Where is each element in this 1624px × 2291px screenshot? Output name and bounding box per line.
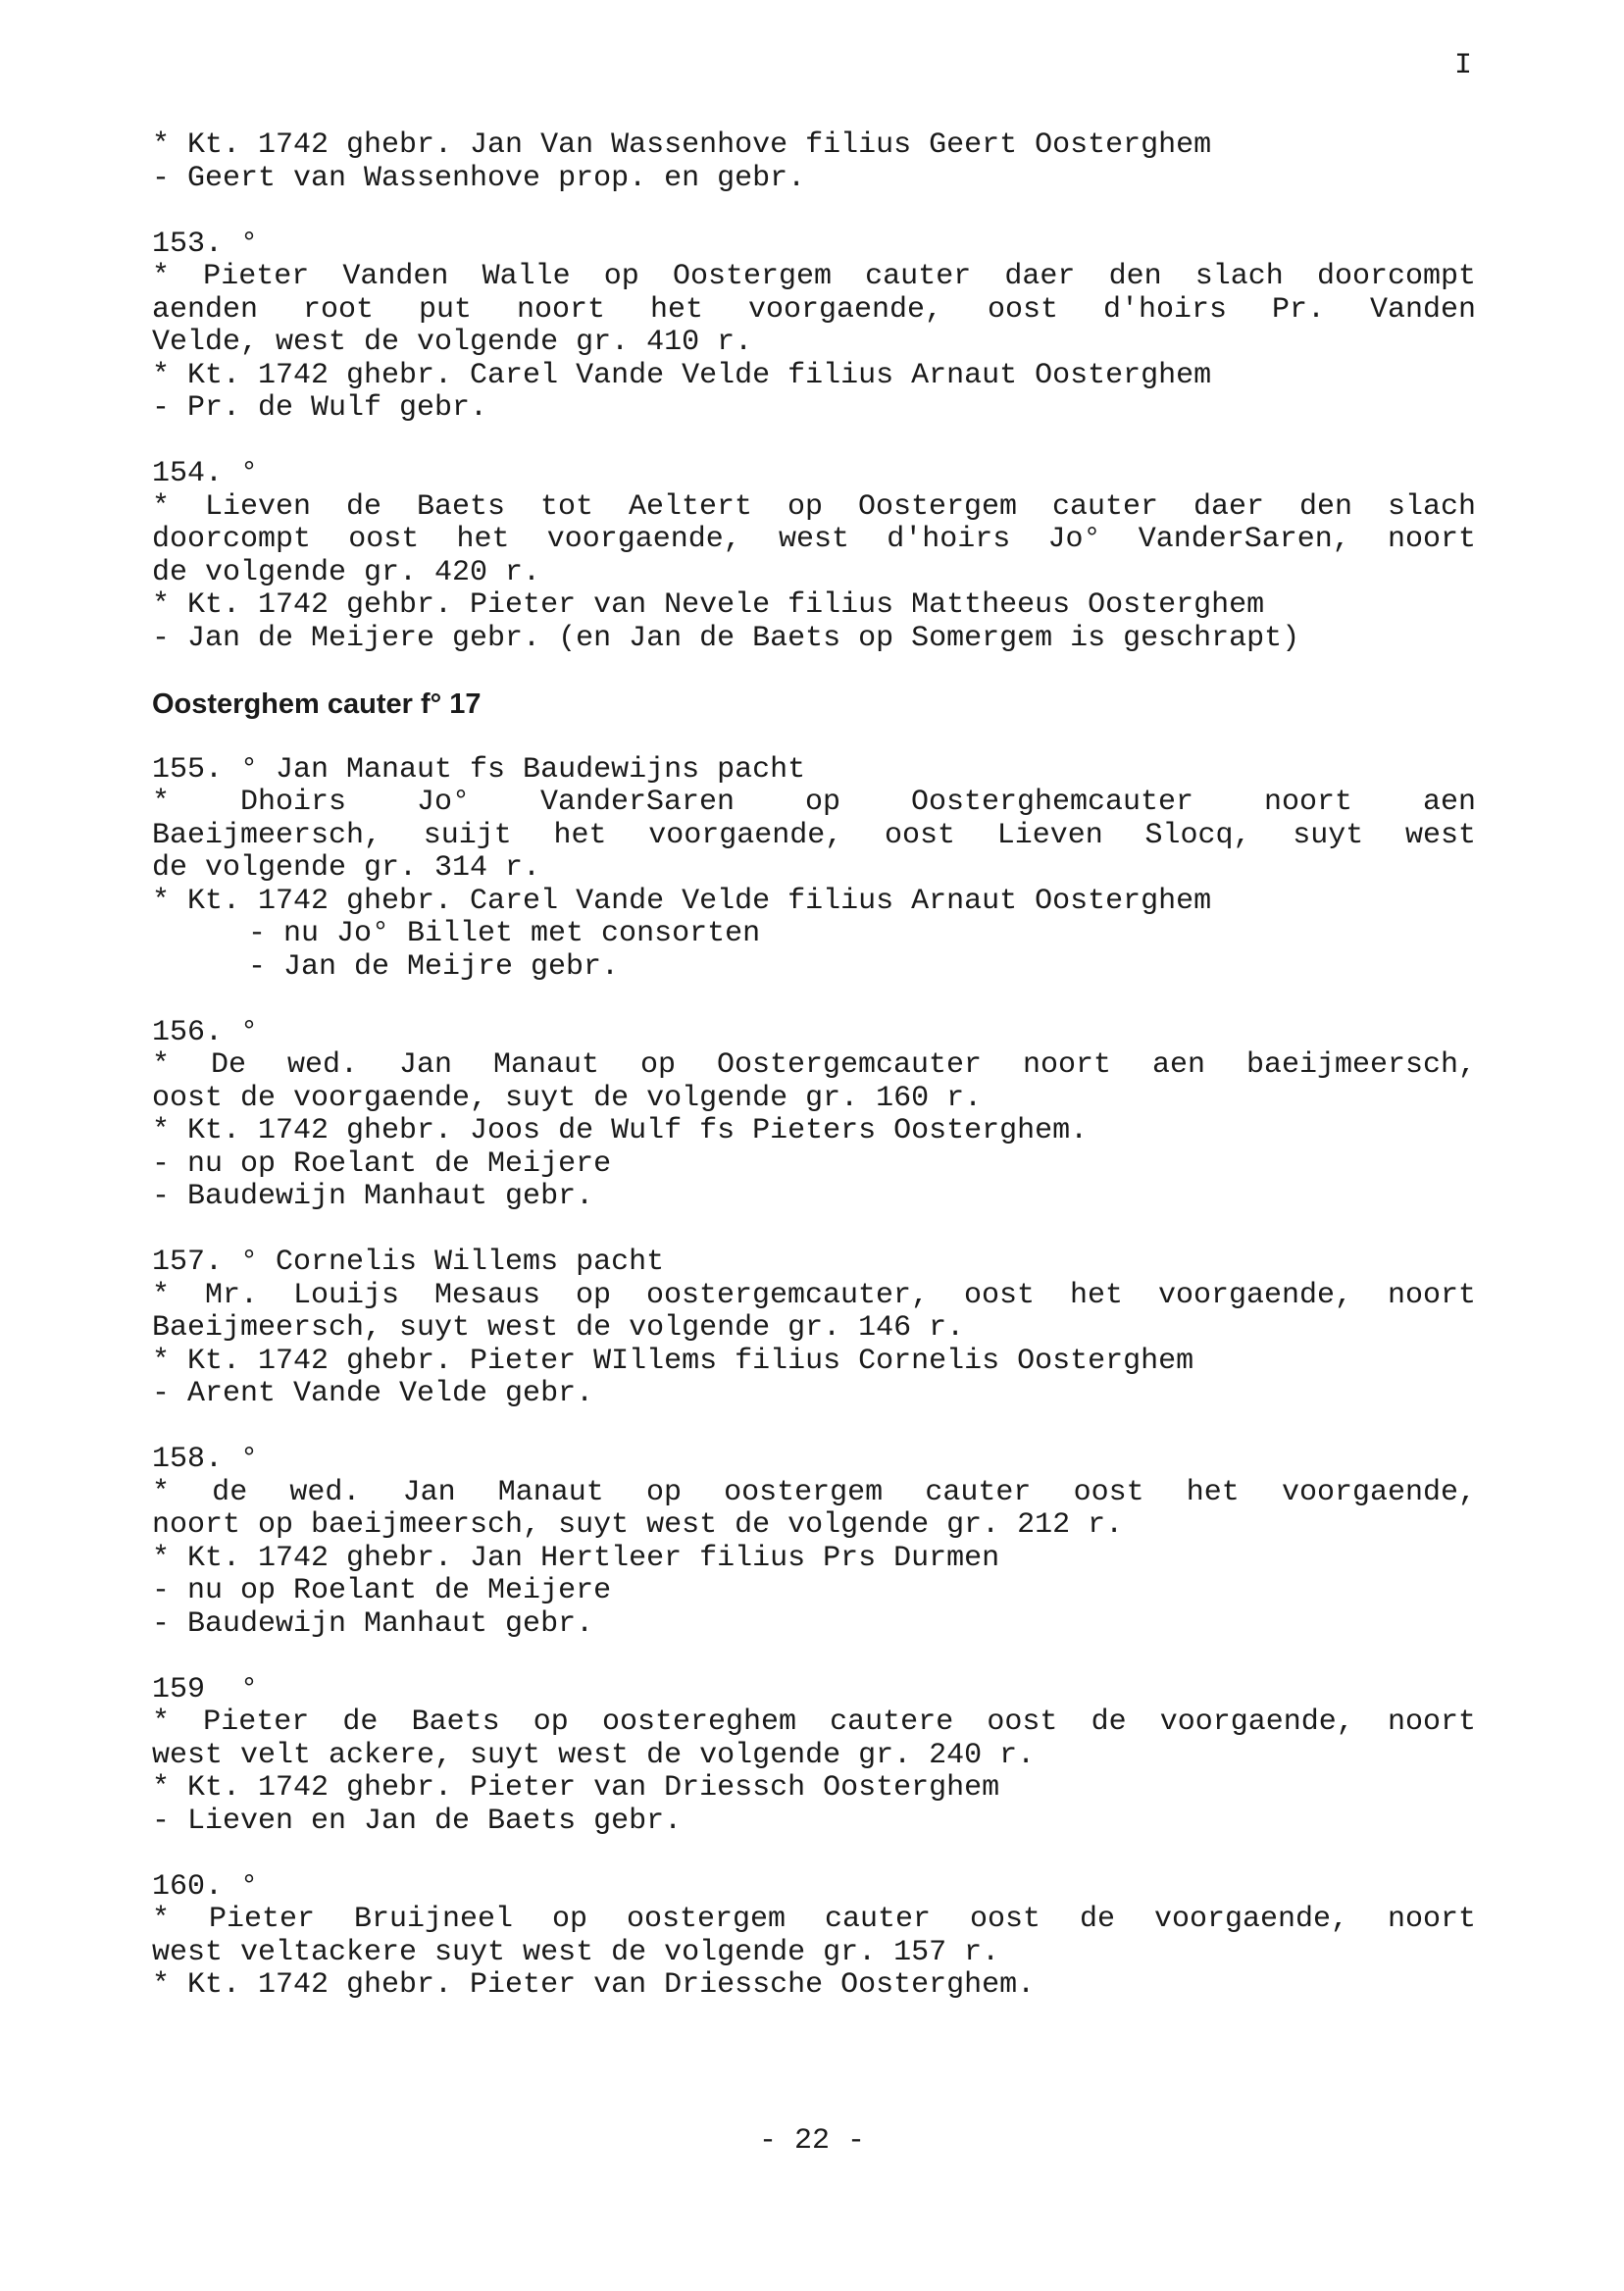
entry-text-line: - Baudewijn Manhaut gebr. xyxy=(152,1606,594,1641)
entry-heading-line: 153. ° xyxy=(152,227,259,261)
entry-text-line: * Kt. 1742 ghebr. Jan Hertleer filius Prs Durmen xyxy=(152,1541,1000,1575)
entry-text-line: Baeijmeersch, suyt west de volgende gr. 146 r. xyxy=(152,1311,965,1345)
entry-text-line: * Kt. 1742 ghebr. Carel Vande Velde filius Arnaut Oosterghem xyxy=(152,884,1212,918)
entry-text-line: * Pieter de Baets op oostereghem cautere oost de voorgaende, noort xyxy=(152,1706,1476,1739)
entry-text-line: - Arent Vande Velde gebr. xyxy=(152,1377,594,1410)
document-body xyxy=(152,129,1476,2035)
register-entry xyxy=(152,1017,1476,1214)
register-entry xyxy=(152,129,1476,195)
section-heading: Oosterghem cauter f° 17 xyxy=(152,687,482,720)
entry-heading-line: 157. ° Cornelis Willems pacht xyxy=(152,1246,665,1279)
entry-text-line: - Jan de Meijere gebr. (en Jan de Baets op Somergem is geschrapt) xyxy=(152,621,1300,655)
page-number: - 22 - xyxy=(758,2124,866,2158)
register-entry xyxy=(152,754,1476,985)
entry-text-line: * de wed. Jan Manaut op oostergem cauter oost het voorgaende, xyxy=(152,1475,1476,1509)
entry-text-line: * Kt. 1742 ghebr. Pieter van Driessch Oosterghem xyxy=(152,1771,1000,1805)
entry-text-line: * Kt. 1742 ghebr. Pieter van Driessche Oosterghem. xyxy=(152,1968,1036,2002)
entry-text-line: - Geert van Wassenhove prop. en gebr. xyxy=(152,161,806,195)
register-entry xyxy=(152,1247,1476,1411)
entry-text-line: * De wed. Jan Manaut op Oostergemcauter noort aen baeijmeersch, xyxy=(152,1048,1476,1082)
entry-text-line: - Lieven en Jan de Baets gebr. xyxy=(152,1804,683,1838)
register-entry xyxy=(152,1444,1476,1641)
entry-text-line: de volgende gr. 420 r. xyxy=(152,555,541,589)
entry-heading-line: 160. ° xyxy=(152,1869,259,1904)
entries-group-before-heading xyxy=(152,129,1476,655)
entry-text-line: * Kt. 1742 gehbr. Pieter van Nevele filius Mattheeus Oosterghem xyxy=(152,588,1265,622)
entry-text-line: * Pieter Vanden Walle op Oostergem cauter daer den slach doorcompt xyxy=(152,260,1476,293)
entry-text-line: aenden root put noort het voorgaende, oost d'hoirs Pr. Vanden xyxy=(152,292,1476,327)
entry-text-line: * Kt. 1742 ghebr. Carel Vande Velde filius Arnaut Oosterghem xyxy=(152,358,1212,392)
entry-text-line: - nu op Roelant de Meijere xyxy=(152,1574,612,1607)
entry-text-line: * Pieter Bruijneel op oostergem cauter oost de voorgaende, noort xyxy=(152,1903,1476,1936)
entry-heading-line: 154. ° xyxy=(152,457,259,490)
entry-text-line: * Kt. 1742 ghebr. Pieter WIllems filius Cornelis Oosterghem xyxy=(152,1344,1194,1378)
entries-group-after-heading xyxy=(152,754,1476,2003)
register-entry xyxy=(152,458,1476,655)
entry-heading-line: * Kt. 1742 ghebr. Jan Van Wassenhove filius Geert Oosterghem xyxy=(152,128,1212,162)
entry-text-line: Baeijmeersch, suijt het voorgaende, oost Lieven Slocq, suyt west xyxy=(152,818,1476,852)
entry-text-line: noort op baeijmeersch, suyt west de volgende gr. 212 r. xyxy=(152,1508,1124,1542)
register-entry xyxy=(152,229,1476,426)
register-entry xyxy=(152,1674,1476,1839)
entry-heading-line: 158. ° xyxy=(152,1443,259,1476)
entry-text-line: oost de voorgaende, suyt de volgende gr. 160 r. xyxy=(152,1081,983,1115)
entry-text-line: - Jan de Meijre gebr. xyxy=(248,949,620,984)
page-roman-numeral: I xyxy=(1454,49,1473,82)
entry-text-line: doorcompt oost het voorgaende, west d'hoirs Jo° VanderSaren, noort xyxy=(152,523,1476,556)
entry-text-line: * Kt. 1742 ghebr. Joos de Wulf fs Pieters Oosterghem. xyxy=(152,1114,1089,1147)
entry-text-line: - Pr. de Wulf gebr. xyxy=(152,391,488,425)
entry-text-line: - nu op Roelant de Meijere xyxy=(152,1146,612,1181)
entry-text-line: * Dhoirs Jo° VanderSaren op Oosterghemcauter noort aen xyxy=(152,786,1476,819)
entry-text-line: west velt ackere, suyt west de volgende gr. 240 r. xyxy=(152,1738,1036,1772)
entry-text-line: Velde, west de volgende gr. 410 r. xyxy=(152,326,753,359)
entry-heading-line: 156. ° xyxy=(152,1015,259,1049)
entry-text-line: * Lieven de Baets tot Aeltert op Oostergem cauter daer den slach xyxy=(152,489,1476,524)
entry-text-line: - Baudewijn Manhaut gebr. xyxy=(152,1180,594,1213)
entry-text-line: west veltackere suyt west de volgende gr. 157 r. xyxy=(152,1935,1000,1969)
entry-text-line: * Mr. Louijs Mesaus op oostergemcauter, oost het voorgaende, noort xyxy=(152,1278,1476,1312)
entry-text-line: de volgende gr. 314 r. xyxy=(152,851,541,885)
entry-heading-line: 155. ° Jan Manaut fs Baudewijns pacht xyxy=(152,752,806,787)
register-entry xyxy=(152,1871,1476,2003)
entry-text-line: - nu Jo° Billet met consorten xyxy=(248,917,761,950)
entry-heading-line: 159 ° xyxy=(152,1672,259,1706)
